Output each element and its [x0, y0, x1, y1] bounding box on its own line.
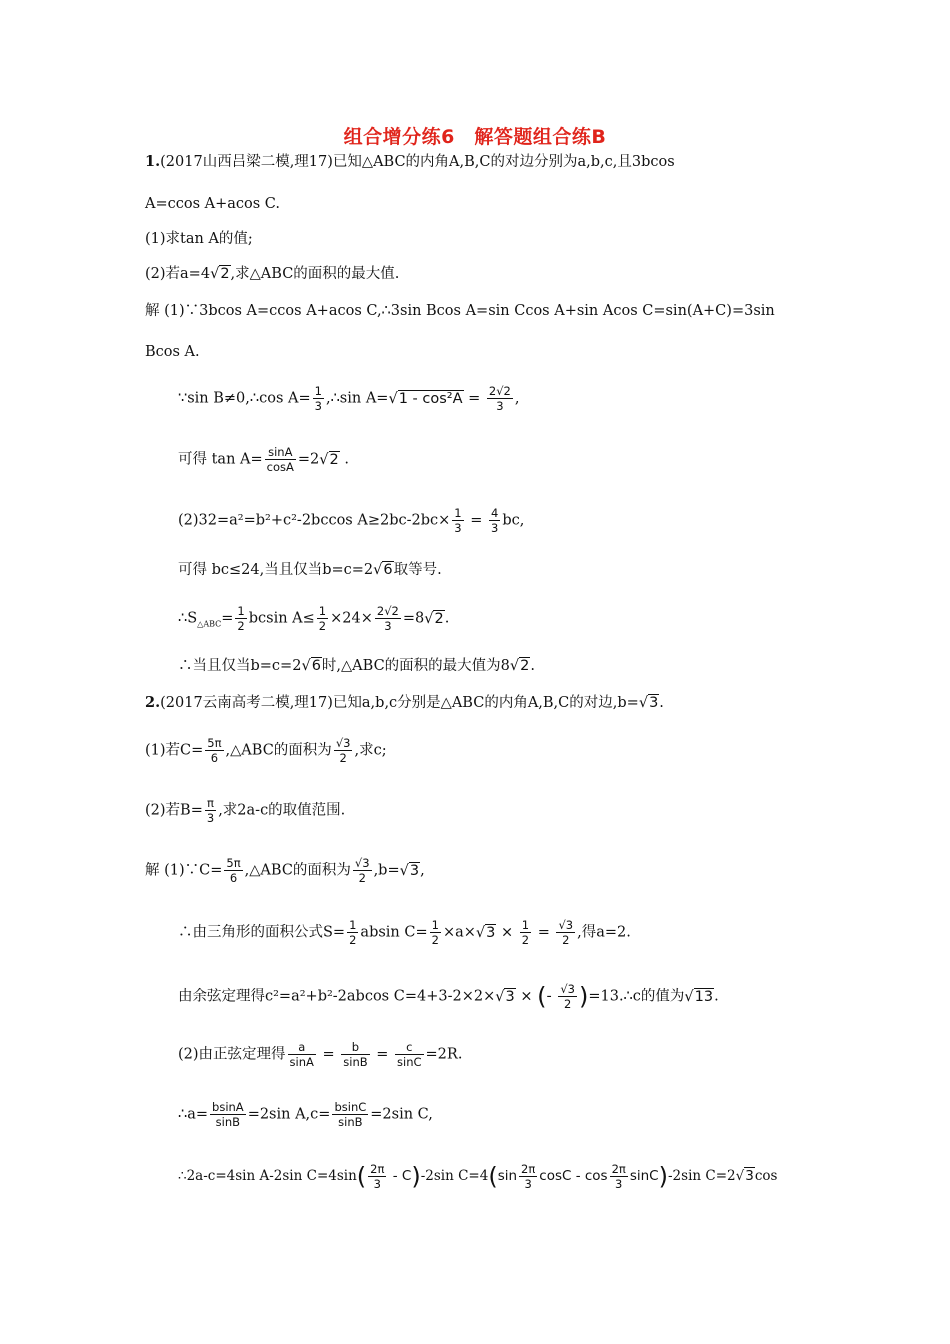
fraction	[489, 506, 500, 535]
left-paren: (	[488, 1162, 498, 1191]
problem-2-question-2	[145, 796, 345, 825]
denominator: 3	[524, 1177, 532, 1191]
numerator: 5π	[226, 856, 241, 870]
denominator: sinC	[397, 1055, 422, 1069]
left-paren: (	[537, 982, 547, 1011]
denominator: 2	[318, 619, 327, 633]
text: bc,	[502, 512, 525, 529]
text: ,求c;	[354, 742, 387, 759]
denominator: 2	[237, 619, 245, 633]
problem-2-solution-line-4	[178, 1040, 462, 1069]
denominator: sinA	[289, 1055, 314, 1069]
text: ×24×	[330, 610, 373, 627]
numerator: 2√2	[376, 604, 399, 618]
numerator: a	[288, 1040, 316, 1055]
text: 取等号.	[393, 562, 442, 578]
problem-1-number: 1.	[145, 153, 161, 170]
fraction	[205, 736, 223, 765]
sqrt: √3	[638, 695, 659, 711]
radicand: 6	[311, 658, 321, 674]
fraction	[205, 796, 216, 825]
text: cosC - cos	[539, 1168, 608, 1184]
radicand: 2	[520, 658, 530, 674]
denominator: 3	[615, 1177, 623, 1191]
radicand: 13	[694, 988, 714, 1005]
radicand: 3	[505, 988, 515, 1005]
fraction	[610, 1162, 628, 1191]
text: -2sin C=2	[668, 1168, 736, 1184]
denominator: 3	[373, 1177, 381, 1191]
text: ∴a=	[178, 1106, 209, 1123]
text: (2017云南高考二模,理17)已知a,b,c分别是△ABC的内角A,B,C的对边,b=	[160, 695, 639, 711]
denominator: 3	[384, 619, 392, 633]
denominator: 2	[431, 933, 439, 947]
text: =2R.	[425, 1046, 463, 1063]
text: =	[221, 610, 234, 627]
fraction	[341, 1040, 369, 1069]
numerator: bsinA	[212, 1100, 244, 1114]
denominator: 3	[454, 521, 462, 535]
text: 时,△ABC的面积的最大值为8	[321, 658, 510, 674]
problem-2-solution-line-3	[178, 982, 719, 1011]
text: =	[317, 1046, 340, 1063]
fraction	[332, 1100, 368, 1129]
text: ,	[420, 862, 425, 879]
text: (2)若a=4	[145, 266, 211, 282]
radicand: 6	[383, 562, 393, 578]
fraction	[224, 856, 242, 885]
problem-2-question-1	[145, 736, 387, 765]
problem-1-solution-line-8	[178, 656, 535, 676]
text: 由余弦定理得c²=a²+b²-2abcos C=4+3-2×2×	[178, 988, 496, 1005]
sqrt: √2	[509, 658, 530, 674]
fraction	[334, 736, 353, 765]
fraction	[519, 1162, 537, 1191]
fraction	[375, 604, 401, 633]
problem-2-stem	[145, 693, 664, 713]
denominator: sinB	[343, 1055, 368, 1069]
problem-1-question-2	[145, 264, 399, 284]
numerator: √3	[354, 856, 370, 870]
text: .	[530, 658, 535, 674]
numerator: 1	[237, 604, 245, 618]
radicand: 3	[649, 695, 659, 711]
numerator: 2√2	[488, 384, 511, 398]
text: bcsin A≤	[248, 610, 315, 627]
numerator: 1	[431, 918, 439, 932]
fraction	[288, 1040, 316, 1069]
text: =13.∴c的值为	[588, 988, 685, 1005]
fraction	[347, 918, 358, 947]
text: ,∴sin A=	[325, 390, 389, 407]
denominator: 6	[210, 751, 219, 765]
text: .	[659, 695, 664, 711]
text: ∴由三角形的面积公式S=	[178, 924, 346, 941]
numerator: 2π	[370, 1162, 385, 1176]
problem-1-solution-line-1: 解 (1)∵3bcos A=ccos A+acos C,∴3sin Bcos A=sin Ccos A+sin Acos C=sin(A+C)=3sin	[145, 303, 775, 319]
fraction	[487, 384, 513, 413]
text: =2	[297, 451, 320, 468]
fraction	[313, 384, 324, 413]
text: (2)若B=	[145, 802, 203, 819]
text: =	[465, 512, 487, 529]
denominator: 2	[562, 933, 570, 947]
left-paren: (	[356, 1162, 367, 1191]
sqrt: √13	[684, 988, 714, 1005]
numerator: bsinC	[334, 1100, 367, 1114]
denominator: sinB	[338, 1115, 363, 1129]
numerator: 4	[490, 506, 499, 520]
text: =2sin A,c=	[247, 1106, 331, 1123]
numerator: √3	[335, 736, 351, 750]
numerator: 1	[454, 506, 462, 520]
problem-2-number: 2.	[145, 694, 161, 711]
sqrt: √6	[373, 562, 393, 578]
numerator: c	[395, 1040, 424, 1055]
text: =	[463, 390, 485, 407]
sqrt: √3	[735, 1168, 754, 1184]
fraction	[353, 856, 372, 885]
fraction	[520, 918, 531, 947]
numerator: 1	[318, 604, 327, 618]
denominator: 2	[339, 751, 347, 765]
numerator: 1	[314, 384, 322, 398]
denominator: cosA	[266, 460, 294, 474]
sqrt: √2	[319, 451, 339, 468]
text: ×a×	[442, 924, 476, 941]
right-paren: )	[658, 1162, 668, 1191]
text: (2)由正弦定理得	[178, 1046, 286, 1063]
fraction	[430, 918, 441, 947]
radicand: 3	[486, 924, 496, 941]
text: (1)若C=	[145, 742, 204, 759]
text: cos	[754, 1168, 778, 1184]
numerator: 2π	[611, 1162, 626, 1176]
text: ∴2a-c=4sin A-2sin C=4sin	[178, 1168, 357, 1184]
fraction	[558, 982, 577, 1011]
problem-1-solution-line-4	[178, 445, 349, 474]
numerator: π	[205, 796, 216, 811]
text: .	[444, 610, 450, 627]
denominator: sinB	[215, 1115, 241, 1129]
text: =	[371, 1046, 394, 1063]
text: ×	[496, 924, 518, 941]
radicand: 2	[434, 610, 444, 627]
problem-1-solution-line-6	[178, 560, 442, 580]
sqrt: √3	[475, 924, 496, 941]
denominator: 2	[358, 871, 366, 885]
problem-1-stem-line-2: A=ccos A+acos C.	[145, 196, 280, 212]
text: ,求△ABC的面积的最大值.	[230, 266, 400, 282]
text: ,△ABC的面积为	[244, 862, 351, 879]
numerator: 5π	[207, 736, 222, 750]
fraction	[210, 1100, 246, 1129]
fraction	[235, 604, 246, 633]
text: ∴S	[178, 610, 198, 627]
text: - C	[388, 1168, 412, 1184]
numerator: √3	[558, 918, 574, 932]
sqrt: √2	[424, 610, 444, 627]
problem-1-solution-line-3	[178, 384, 519, 413]
problem-1-stem-line-1	[145, 152, 675, 172]
text: sinC	[629, 1168, 659, 1184]
sqrt: √6	[301, 658, 321, 674]
text: -2sin C=4	[420, 1168, 489, 1184]
radicand: 3	[409, 862, 420, 879]
problem-1-stem-text: (2017山西吕梁二模,理17)已知△ABC的内角A,B,C的对边分别为a,b,c,且3bcos	[160, 154, 675, 170]
numerator: 1	[521, 918, 530, 932]
denominator: 2	[521, 933, 530, 947]
problem-1-solution-line-2: Bcos A.	[145, 344, 200, 360]
fraction	[368, 1162, 386, 1191]
numerator: √3	[560, 982, 575, 996]
right-paren: )	[411, 1162, 421, 1191]
fraction	[395, 1040, 424, 1069]
sqrt: √3	[399, 862, 420, 879]
problem-2-solution-line-2	[178, 918, 631, 947]
numerator: 2π	[521, 1162, 536, 1176]
denominator: 3	[206, 811, 215, 825]
subscript: △ABC	[197, 619, 222, 629]
fraction	[265, 445, 296, 474]
numerator: sinA	[265, 445, 296, 460]
text: ,△ABC的面积为	[225, 742, 332, 759]
problem-2-solution-line-5	[178, 1100, 433, 1129]
right-paren: )	[578, 982, 589, 1011]
text: -	[546, 988, 557, 1005]
denominator: 3	[496, 399, 504, 413]
sqrt: √3	[495, 988, 515, 1005]
sqrt: √2	[210, 266, 230, 282]
text: =	[533, 924, 555, 941]
problem-1-solution-line-7	[178, 604, 449, 634]
sqrt: √1 - cos²A	[388, 390, 463, 407]
problem-2-solution-line-1	[145, 856, 425, 885]
text: ,得a=2.	[577, 924, 631, 941]
fraction	[452, 506, 463, 535]
problem-2-solution-line-6	[178, 1162, 777, 1191]
radicand: 2	[329, 451, 339, 468]
text: 解 (1)∵C=	[145, 862, 223, 879]
text: 可得 bc≤24,当且仅当b=c=2	[178, 562, 374, 578]
text: ∵sin B≠0,∴cos A=	[178, 390, 311, 407]
fraction	[317, 604, 328, 633]
denominator: 3	[314, 399, 322, 413]
text: sin	[497, 1168, 518, 1184]
text: ,	[514, 390, 520, 407]
numerator: b	[341, 1040, 369, 1055]
text: 可得 tan A=	[178, 451, 263, 468]
page-title: 组合增分练6 解答题组合练B	[343, 126, 607, 148]
text: ,b=	[373, 862, 400, 879]
radicand: 2	[220, 266, 230, 282]
text: .	[339, 451, 349, 468]
denominator: 3	[490, 521, 499, 535]
radicand: 1 - cos²A	[398, 390, 463, 407]
text: =8	[402, 610, 425, 627]
text: .	[714, 988, 719, 1005]
text: absin C=	[360, 924, 428, 941]
denominator: 6	[229, 871, 238, 885]
text: ×	[515, 988, 538, 1005]
denominator: 2	[563, 997, 572, 1011]
problem-1-solution-line-5	[178, 506, 524, 535]
problem-1-question-1: (1)求tan A的值;	[145, 231, 253, 247]
text: ∴当且仅当b=c=2	[178, 658, 302, 674]
numerator: 1	[349, 918, 357, 932]
radicand: 3	[745, 1168, 754, 1184]
text: =2sin C,	[370, 1106, 433, 1123]
text: ,求2a-c的取值范围.	[218, 802, 346, 819]
fraction	[556, 918, 575, 947]
text: (2)32=a²=b²+c²-2bccos A≥2bc-2bc×	[178, 512, 451, 529]
denominator: 2	[349, 933, 357, 947]
